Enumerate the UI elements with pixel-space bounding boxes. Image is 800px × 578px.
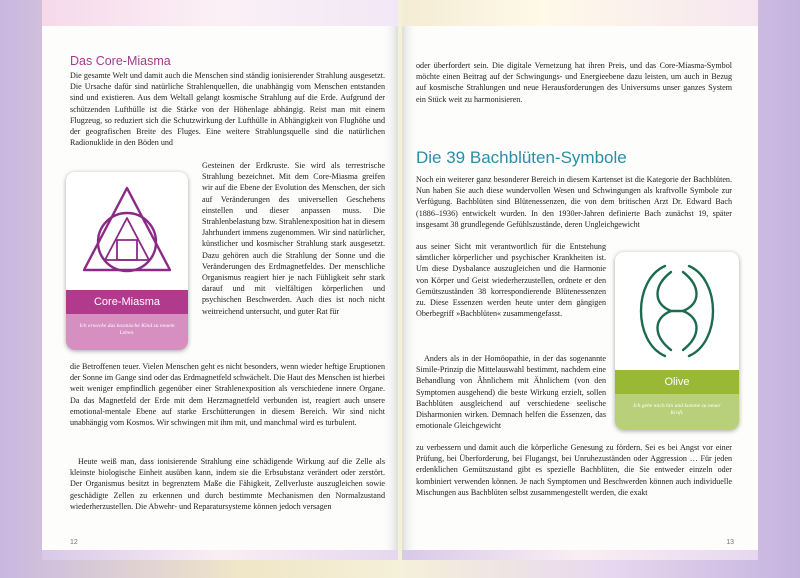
page-number-left: 12	[70, 539, 78, 546]
paragraph-radiation-intro	[70, 70, 385, 148]
paragraph-cell-damage	[70, 456, 385, 512]
olive-leaf-symbol-icon	[615, 252, 739, 370]
left-page	[42, 0, 398, 560]
top-decor-band	[42, 0, 398, 26]
paragraph-bach-dysbalance	[416, 241, 606, 319]
top-decor-band	[402, 0, 758, 26]
paragraph-text: die Betroffenen teuer. Vielen Menschen geht es nicht besonders, wenn wieder heftige Eruptionen der Sonne im Gange sind oder das Erdmagnetfeld schwächelt. Die Haut des Menschen ist hierbei weit weniger empfindlich gegenüber einer Strahlenexposition als verschiedene innere Organe. Da das Magnetfeld der Erde mit dem Herzmagnetfeld verbunden ist, reagiert auch unsere emotional-mentale Ebene auf starke Erschütterungen in diesem Bereich. Wir sind nicht unabhängig vom Kosmos. Wir schwingen mit ihm mit, und manchmal wird es turbulent.	[70, 362, 385, 428]
bottom-decor-band	[42, 550, 398, 560]
paragraph-homeopathy	[416, 353, 606, 431]
paragraph-text: aus seiner Sicht mit verantwortlich für die Entstehung sämtlicher körperlicher und psychischer Krankheiten ist. Um diese Dysbalance auszugleichen und die Harmonie von Körper und Geist wiederherzustellen, ordnete er den Gemütszuständen 38 korrespondierende Blütenessenzen zu. Diese Essenzen werden heute unter dem gängigen Oberbegriff »Bachblüten« zusammengefasst.	[416, 242, 606, 319]
page-number-right: 13	[726, 539, 734, 546]
paragraph-text: zu verbessern und damit auch die körperliche Genesung zu fördern. Sei es bei Angst vor einer Prüfung, bei Überforderung, bei Flugangst, bei Unruhezuständen oder Aggression … Für jeden erdenklichen Gemütszustand gibt es spezielle Bachblüten, die Sie entweder einzeln oder kombiniert verwenden können. Je nach Symptomen und Beschwerden können auch individuelle Mischungen aus Bachblüten selbst zusammengestellt werden, die exakt	[416, 443, 732, 497]
bottom-decor-band	[402, 550, 758, 560]
card-olive	[615, 252, 739, 430]
paragraph-text: Gesteinen der Erdkruste. Sie wird als terrestrische Strahlung bezeichnet. Mit dem Core-Miasma greifen wir auf die Ebene der Evolution des Menschen, der sich auf Veränderungen des universellen Geschehens einstellen und dieser anpassen muss. Die Strahlenbelastung bzw. Strahlenexposition hat in diesem Jahrhundert immens zugenommen. Wir sind natürlicher, künstlicher und kosmischer Strahlung stark ausgesetzt. Dazu gehören auch die Strahlung der Sonne und die Veränderungen des Erdmagnetfeldes. Der menschliche Organismus reagiert hier je nach Fühligkeit sehr stark darauf und mit vielfältigen körperlichen und psychischen Beschwerden. Auch dies ist noch nicht weitreichend untersucht, und guter Rat für	[202, 161, 385, 316]
card-core-miasma	[66, 172, 188, 350]
card-quote: Ich erwecke das kosmische Kind zu neuem Leben.	[66, 314, 188, 350]
card-quote: Ich gebe mich hin und komme zu neuer Kraft.	[615, 394, 739, 430]
paragraph-terrestrial	[202, 160, 385, 317]
paragraph-text: Anders als in der Homöopathie, in der das sogenannte Simile-Prinzip die Mittelauswahl bestimmt, nachdem eine Behandlung von Ähnlichem mit Ähnlichem (von den Symptomen ausgehend) die beste Wirkung erzielt, sollen Bachblüten ausgleichend auf verschiedene seelische Disharmonien wirken. Demnach helfen die Essenzen, das emotionale Gleichgewicht	[416, 354, 606, 431]
paragraph-text: Noch ein weiterer ganz besonderer Bereich in diesem Kartenset ist die Kategorie der Bachblüten. Nun haben Sie auch diese wundervollen Wesen und Schwingungen als kraftvolle Symbole zur Verfügung. Bachblüten sind Blütenessenzen, die von dem britischen Arzt Dr. Edward Bach (1886–1936) entwickelt wurden. In den 1930er-Jahren definierte Bach zunächst 19, später insgesamt 38 grundlegende Gefühlszustände, deren Ungleichgewicht	[416, 175, 732, 229]
section-heading-core-miasma: Das Core-Miasma	[70, 54, 171, 68]
paragraph-text: Heute weiß man, dass ionisierende Strahlung eine schädigende Wirkung auf die Zelle als kleinste biologische Einheit ausüben kann, indem sie die Erbsubstanz verändert oder zerstört. Der Organismus besitzt in begrenztem Maße die Fähigkeit, Zellverluste auszugleichen sowie geschädigte Zellen zu erkennen und durch bestimmte Mechanismen den Normalzustand wiederherzustellen. Die Abwehr- und Reparatursysteme können jedoch versagen	[70, 457, 385, 511]
right-page	[402, 0, 758, 560]
card-label: Olive	[615, 370, 739, 394]
paragraph-sun-eruptions	[70, 361, 385, 428]
section-heading-bachblueten: Die 39 Bachblüten-Symbole	[416, 148, 627, 167]
paragraph-digital-network	[416, 60, 732, 105]
paragraph-text: oder überfordert sein. Die digitale Vernetzung hat ihren Preis, und das Core-Miasma-Symbol möchte einen Beitrag auf der Schwingungs- und Energieebene dazu leisten, um auch in Bezug auf kosmische Strahlungen und neue Herausforderungen des Universums unser ganzes System ein Stück weit zu harmonisieren.	[416, 61, 732, 104]
paragraph-bach-intro	[416, 174, 732, 230]
paragraph-text: Die gesamte Welt und damit auch die Menschen sind ständig ionisierender Strahlung ausgesetzt. Die Ursache dafür sind natürliche Strahlenquellen, die unabhängig vom Menschen entstanden sind und existieren. Aus dem Weltall gelangt kosmische Strahlung auf die Erde. Aufgrund der schützenden Lufthülle ist die Stärke von der Höhenlage abhängig. Reist man mit einem Flugzeug, so reduziert sich die Schutzwirkung der Lufthülle in Abhängigkeit von Flughöhe und der geografischen Breite des Fluges. Eine weitere Strahlungsquelle sind die natürlichen Radionuklide in den Böden und	[70, 71, 385, 148]
triangle-circle-symbol-icon	[66, 172, 188, 292]
paragraph-bach-use	[416, 442, 732, 498]
card-label: Core-Miasma	[66, 290, 188, 314]
